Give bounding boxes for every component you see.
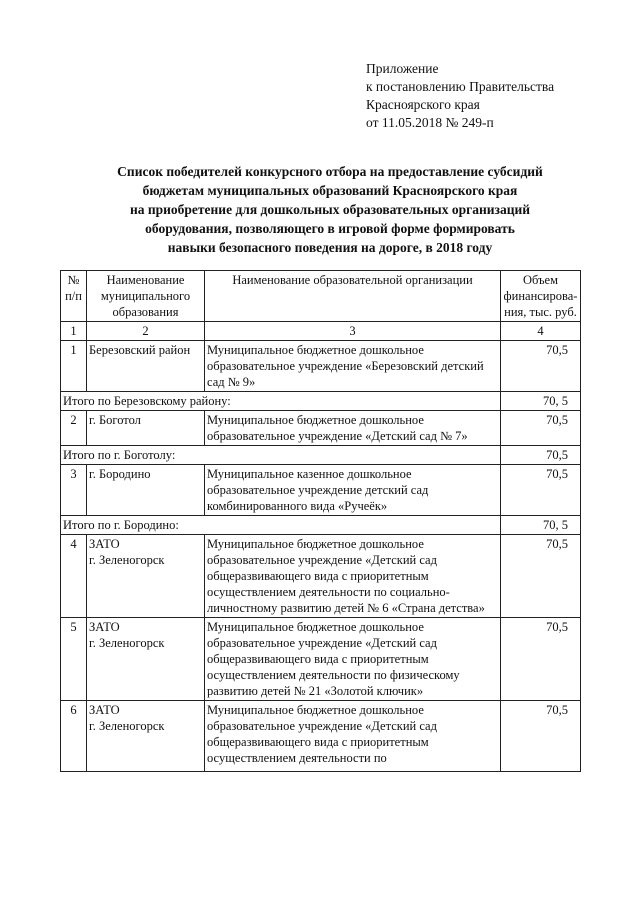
row-municipality: г. Бородино [87,465,205,516]
subtotal-label: Итого по г. Бородино: [61,516,501,535]
row-num: 4 [61,535,87,618]
table-row [61,411,581,446]
row-organization: Муниципальное бюджетное дошкольное образовательное учреждение «Детский сад общеразвивающего вида с приоритетным осуществлением деятельности по [205,701,501,772]
municipality-line: ЗАТО [89,537,120,551]
row-num: 1 [61,341,87,392]
col-number: 3 [205,322,501,341]
row-municipality [87,535,205,618]
row-num: 3 [61,465,87,516]
municipality-line: ЗАТО [89,703,120,717]
table-row [61,618,581,701]
subtotal-row [61,516,581,535]
subtotal-row [61,392,581,411]
header-organization: Наименование образовательной организации [205,271,501,322]
appendix-line: Красноярского края [366,97,480,112]
municipality-line: г. Зеленогорск [89,719,165,733]
col-number: 2 [87,322,205,341]
row-organization: Муниципальное бюджетное дошкольное образовательное учреждение «Детский сад общеразвивающего вида с приоритетным осуществлением деятельности по социально-личностному развитию детей № 6 «Страна детства» [205,535,501,618]
municipality-line: г. Зеленогорск [89,553,165,567]
row-amount: 70,5 [501,535,581,618]
header-num: № п/п [61,271,87,322]
appendix-line: от 11.05.2018 № 249-п [366,115,494,130]
table-header-row [61,271,581,322]
title-line: бюджетам муниципальных образований Красноярского края [142,183,518,198]
row-municipality [87,701,205,772]
document-title [60,162,600,257]
row-amount: 70,5 [501,701,581,772]
row-num: 2 [61,411,87,446]
row-num: 6 [61,701,87,772]
subtotal-row [61,446,581,465]
subtotal-label: Итого по г. Боготолу: [61,446,501,465]
row-organization: Муниципальное бюджетное дошкольное образовательное учреждение «Детский сад общеразвивающего вида с приоритетным осуществлением деятельности по физическому развитию детей № 21 «Золотой ключик» [205,618,501,701]
header-municipality: Наименование муниципального образования [87,271,205,322]
row-amount: 70,5 [501,465,581,516]
subtotal-label: Итого по Березовскому району: [61,392,501,411]
subtotal-amount: 70, 5 [501,516,581,535]
row-municipality: Березовский район [87,341,205,392]
title-line: оборудования, позволяющего в игровой форме формировать [145,221,515,236]
row-organization: Муниципальное казенное дошкольное образовательное учреждение детский сад комбинированного вида «Ручеёк» [205,465,501,516]
row-organization: Муниципальное бюджетное дошкольное образовательное учреждение «Детский сад № 7» [205,411,501,446]
table-row [61,535,581,618]
row-amount: 70,5 [501,411,581,446]
appendix-header [366,60,554,132]
subtotal-amount: 70, 5 [501,392,581,411]
appendix-line: Приложение [366,61,439,76]
header-amount: Объем финансирова-ния, тыс. руб. [501,271,581,322]
municipality-line: ЗАТО [89,620,120,634]
municipality-line: г. Зеленогорск [89,636,165,650]
table-row [61,701,581,772]
row-amount: 70,5 [501,341,581,392]
col-number: 1 [61,322,87,341]
row-amount: 70,5 [501,618,581,701]
row-num: 5 [61,618,87,701]
col-number: 4 [501,322,581,341]
subtotal-amount: 70,5 [501,446,581,465]
table-row [61,341,581,392]
row-municipality: г. Боготол [87,411,205,446]
winners-table [60,270,581,772]
row-municipality [87,618,205,701]
title-line: на приобретение для дошкольных образовательных организаций [129,202,531,217]
table-row [61,465,581,516]
title-line: Список победителей конкурсного отбора на предоставление субсидий [117,164,543,179]
appendix-line: к постановлению Правительства [366,79,555,94]
row-organization: Муниципальное бюджетное дошкольное образовательное учреждение «Березовский детский сад № 9» [205,341,501,392]
column-number-row [61,322,581,341]
title-line: навыки безопасного поведения на дороге, в 2018 году [167,240,493,255]
